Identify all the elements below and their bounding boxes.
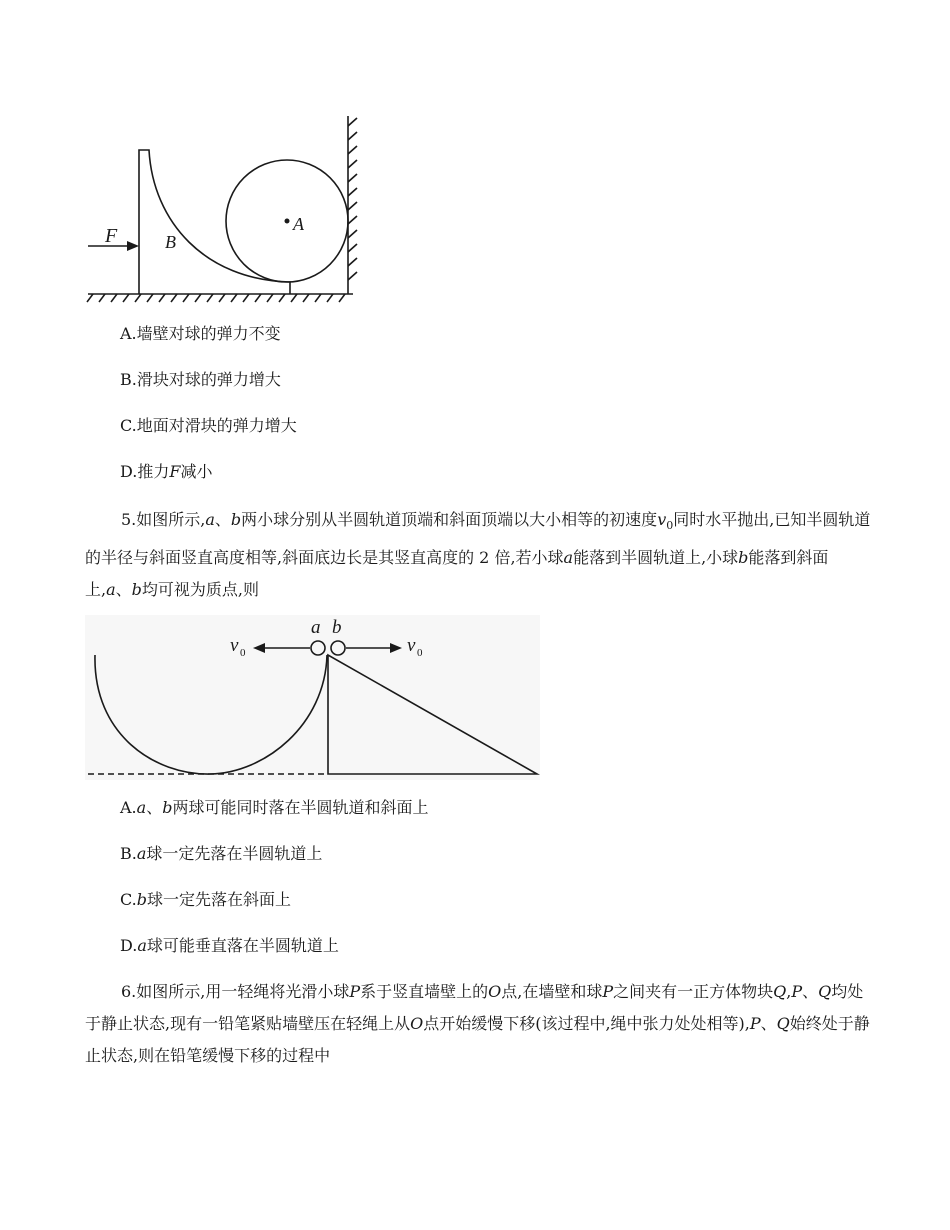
wall-hatching [348,118,357,280]
option-letter: D. [120,462,138,481]
q5-sep: 、 [115,580,132,600]
q5-text: 能落到半圆轨道上,小球 [573,548,739,568]
option-text: 两球可能同时落在半圆轨道和斜面上 [172,798,429,817]
q6-text: 点,在墙壁和球 [501,982,603,1001]
q5-var-b: b [131,580,142,600]
q5-option-c [120,890,291,910]
option-letter: D. [120,936,138,955]
ball-a-label: a [311,617,321,638]
q5-var-a: a [205,510,215,529]
option-sep: 、 [146,798,163,817]
option-text: 球可能垂直落在半圆轨道上 [146,936,339,955]
q4-option-a [120,324,281,344]
option-var: a [136,844,147,863]
block-b [139,150,290,294]
q6-var-q: Q [776,1014,790,1033]
force-label: F [105,225,118,247]
question-6 [85,976,875,1072]
q6-comma: , [786,982,792,1001]
option-var: b [162,798,173,817]
option-text: 减小 [180,462,213,481]
figure-block-ball-wall [85,112,365,307]
option-var: a [137,936,147,955]
block-label: B [165,232,176,252]
q5-text: 同时水平抛出,已知半圆轨道的半径与斜面竖直高度相等,斜面底边长是其竖直高度的 2 倍,若小球 [85,510,871,568]
ground-hatching [87,294,345,302]
q5-option-a [120,798,428,818]
q6-var-p: P [602,982,614,1001]
figure-semicircle-incline [85,615,540,780]
q6-var-o: O [410,1014,424,1033]
q6-number: 6. [121,982,137,1001]
q4-option-d [120,462,212,482]
option-var: a [136,798,147,817]
q5-number: 5. [121,510,137,529]
q6-text: 如图所示,用一轻绳将光滑小球 [136,982,350,1001]
ball-label: A [293,214,304,234]
q6-sep: 、 [802,982,819,1001]
q5-text: 均可视为质点,则 [141,580,259,600]
force-arrowhead [127,241,139,251]
q5-sub: 0 [666,519,674,533]
q5-option-d [120,936,339,956]
option-text: 地面对滑块的弹力增大 [136,416,297,435]
q6-sep: 、 [760,1014,777,1033]
q6-var-q: Q [773,982,787,1001]
q4-option-c [120,416,297,436]
option-text: 球一定先落在斜面上 [147,890,292,909]
velocity-left-label: v [230,635,239,656]
q5-text: 如图所示, [136,510,206,529]
option-text: 球一定先落在半圆轨道上 [146,844,323,863]
option-letter: B. [120,844,137,863]
q5-text: 能落到斜面上, [85,548,829,600]
q6-var-p: P [349,982,361,1001]
q5-var-v: v [657,510,667,529]
q5-text: 两小球分别从半圆轨道顶端和斜面顶端以大小相等的初速度 [241,510,658,529]
option-var: F [169,462,181,481]
option-letter: A. [120,798,137,817]
option-letter: C. [120,416,137,435]
q5-sep: 、 [214,510,231,529]
q6-text: 之间夹有一正方体物块 [613,982,774,1001]
q5-var-a: a [106,580,116,600]
q5-var-a: a [563,548,574,568]
q5-option-b [120,844,322,864]
velocity-left-sub: 0 [240,647,246,659]
q6-text: 始终处于静止状态,则在铅笔缓慢下移的过程中 [85,1014,870,1065]
option-text: 墙壁对球的弹力不变 [136,324,281,343]
q6-text: 点开始缓慢下移(该过程中,绳中张力处处相等), [423,1014,750,1033]
option-letter: B. [120,370,137,389]
q6-var-p: P [791,982,803,1001]
option-letter: C. [120,890,137,909]
q4-option-b [120,370,281,390]
option-text: 滑块对球的弹力增大 [136,370,281,389]
option-text: 推力 [137,462,170,481]
q6-text: 均处于静止状态,现有一铅笔紧贴墙壁压在轻绳上从 [85,982,864,1033]
q5-var-b: b [738,548,749,568]
q6-var-o: O [488,982,502,1001]
q6-var-p: P [749,1014,761,1033]
q5-var-b: b [230,510,242,529]
ball-center-dot [285,219,290,224]
velocity-right-label: v [407,635,416,656]
option-var: b [136,890,148,909]
q6-var-q: Q [818,982,832,1001]
velocity-right-sub: 0 [417,647,423,659]
q6-text: 系于竖直墙壁上的 [360,982,489,1001]
question-5 [85,504,875,606]
ball-b-label: b [332,617,342,638]
option-letter: A. [120,324,137,343]
